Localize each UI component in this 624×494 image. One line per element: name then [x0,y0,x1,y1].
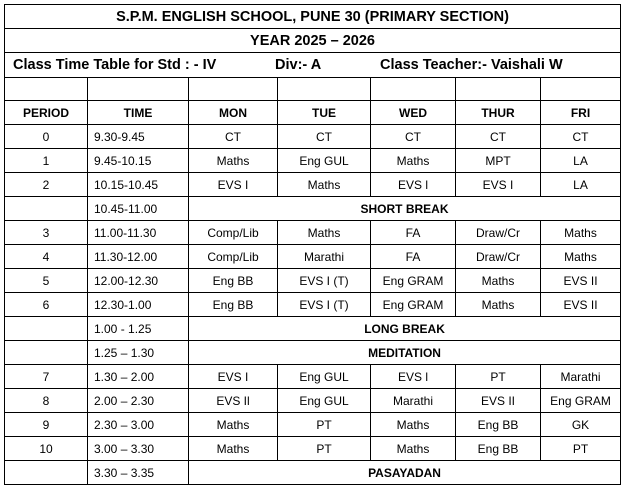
subject-mon: Maths [189,437,278,461]
period-row [5,245,621,269]
subject-tue: Eng GUL [278,149,371,173]
class-info-row [5,53,621,78]
period-time: 3.00 – 3.30 [88,437,189,461]
period-row [5,365,621,389]
subject-tue: Eng GUL [278,365,371,389]
header-wed: WED [371,101,456,125]
subject-wed: EVS l [371,365,456,389]
subject-mon: EVS Il [189,389,278,413]
period-time: 12.00-12.30 [88,269,189,293]
break-row [5,341,621,365]
subject-wed: Marathi [371,389,456,413]
period-number: 9 [5,413,88,437]
subject-fri: CT [541,125,621,149]
academic-year: YEAR 2025 – 2026 [5,29,621,53]
subject-fri: Maths [541,245,621,269]
period-number: 0 [5,125,88,149]
period-time: 1.25 – 1.30 [88,341,189,365]
subject-thur: Maths [456,269,541,293]
subject-fri: Maths [541,221,621,245]
period-number: 4 [5,245,88,269]
period-time: 10.45-11.00 [88,197,189,221]
period-row [5,269,621,293]
period-row [5,149,621,173]
period-number [5,461,88,485]
period-row [5,413,621,437]
subject-tue: EVS I (T) [278,269,371,293]
period-number: 1 [5,149,88,173]
period-row [5,173,621,197]
subject-wed: CT [371,125,456,149]
subject-fri: PT [541,437,621,461]
subject-fri: EVS II [541,293,621,317]
header-thur: THUR [456,101,541,125]
break-label: PASAYADAN [189,461,621,485]
subject-fri: GK [541,413,621,437]
subject-tue: CT [278,125,371,149]
subject-fri: LA [541,149,621,173]
subject-thur: PT [456,365,541,389]
header-fri: FRI [541,101,621,125]
period-number: 3 [5,221,88,245]
break-row [5,317,621,341]
period-time: 11.00-11.30 [88,221,189,245]
period-number: 8 [5,389,88,413]
period-row [5,437,621,461]
subject-fri: LA [541,173,621,197]
period-number: 7 [5,365,88,389]
spacer-row [5,78,621,101]
period-number: 5 [5,269,88,293]
header-row [5,101,621,125]
subject-wed: FA [371,221,456,245]
period-number: 6 [5,293,88,317]
subject-thur: Eng BB [456,413,541,437]
subject-tue: Marathi [278,245,371,269]
timetable-sheet [4,4,620,485]
period-time: 12.30-1.00 [88,293,189,317]
period-number [5,197,88,221]
period-time: 2.00 – 2.30 [88,389,189,413]
period-number: 10 [5,437,88,461]
subject-wed: FA [371,245,456,269]
subject-thur: Eng BB [456,437,541,461]
header-period: PERIOD [5,101,88,125]
subject-mon: Maths [189,413,278,437]
period-time: 9.30-9.45 [88,125,189,149]
subject-wed: Eng GRAM [371,293,456,317]
break-label: SHORT BREAK [189,197,621,221]
period-time: 2.30 – 3.00 [88,413,189,437]
break-label: LONG BREAK [189,317,621,341]
header-mon: MON [189,101,278,125]
subject-mon: EVS I [189,173,278,197]
subject-mon: Eng BB [189,269,278,293]
period-time: 9.45-10.15 [88,149,189,173]
subject-mon: CT [189,125,278,149]
period-time: 10.15-10.45 [88,173,189,197]
break-row [5,197,621,221]
period-number [5,341,88,365]
period-row [5,125,621,149]
subject-tue: PT [278,437,371,461]
period-row [5,293,621,317]
timetable [4,4,621,485]
subject-wed: Maths [371,437,456,461]
subject-thur: Maths [456,293,541,317]
header-time: TIME [88,101,189,125]
class-teacher: Class Teacher:- Vaishali W [380,57,563,73]
period-number [5,317,88,341]
break-row [5,461,621,485]
period-row [5,389,621,413]
subject-mon: Comp/Lib [189,245,278,269]
subject-fri: EVS II [541,269,621,293]
break-label: MEDITATION [189,341,621,365]
period-time: 11.30-12.00 [88,245,189,269]
period-time: 3.30 – 3.35 [88,461,189,485]
subject-thur: EVS II [456,389,541,413]
period-time: 1.30 – 2.00 [88,365,189,389]
subject-mon: Comp/Lib [189,221,278,245]
subject-mon: Eng BB [189,293,278,317]
subject-fri: Eng GRAM [541,389,621,413]
subject-wed: EVS l [371,173,456,197]
subject-thur: EVS I [456,173,541,197]
subject-wed: Maths [371,149,456,173]
subject-thur: Draw/Cr [456,245,541,269]
period-row [5,221,621,245]
subject-thur: Draw/Cr [456,221,541,245]
subject-tue: PT [278,413,371,437]
subject-tue: EVS I (T) [278,293,371,317]
subject-mon: EVS I [189,365,278,389]
class-division: Div:- A [275,57,322,73]
header-tue: TUE [278,101,371,125]
subject-thur: CT [456,125,541,149]
period-number: 2 [5,173,88,197]
subject-tue: Maths [278,173,371,197]
period-time: 1.00 - 1.25 [88,317,189,341]
subject-tue: Eng GUL [278,389,371,413]
subject-thur: MPT [456,149,541,173]
school-title: S.P.M. ENGLISH SCHOOL, PUNE 30 (PRIMARY SECTION) [5,5,621,29]
subject-mon: Maths [189,149,278,173]
class-std: Class Time Table for Std : - IV [13,57,217,73]
subject-wed: Maths [371,413,456,437]
subject-fri: Marathi [541,365,621,389]
subject-wed: Eng GRAM [371,269,456,293]
subject-tue: Maths [278,221,371,245]
